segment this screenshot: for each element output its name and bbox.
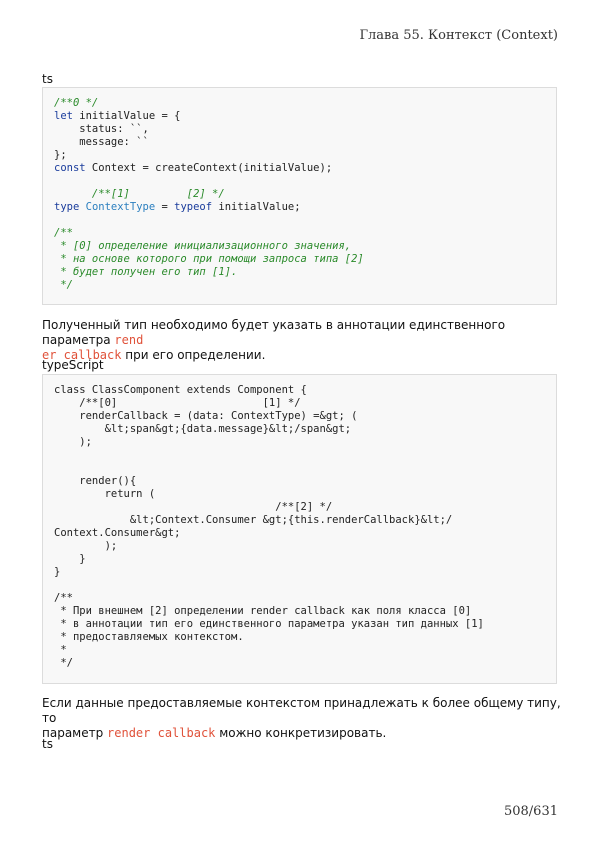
code-language-label-ts: ts <box>42 72 53 86</box>
code-block-class-component <box>42 374 557 684</box>
code-line: Context.Consumer&gt; <box>54 527 181 539</box>
code-line: * в аннотации тип его единственного параметра указан тип данных [1] <box>54 618 484 630</box>
code-line: * будет получен его тип [1]. <box>54 266 238 278</box>
code-line: let initialValue = { <box>54 110 181 122</box>
code-line <box>54 214 545 227</box>
code-line: class ClassComponent extends Component { <box>54 384 307 396</box>
code-line: * <box>54 644 67 656</box>
code-line: renderCallback = (data: ContextType) =&gt; ( <box>54 410 358 422</box>
code-line: */ <box>54 657 73 669</box>
code-line: * предоставляемых контекстом. <box>54 631 244 643</box>
code-line: /**[1] [2] */ <box>54 188 225 200</box>
code-line: /**[0] [1] */ <box>54 397 301 409</box>
code-line: * [0] определение инициализационного значения, <box>54 240 352 252</box>
page-number: 508/631 <box>503 804 558 819</box>
inline-code-render-callback: render callback <box>107 726 216 740</box>
code-line: /** <box>54 592 73 604</box>
paragraph-annotation: Полученный тип необходимо будет указать в аннотации единственного параметра rend er callback при его определении. <box>42 318 506 362</box>
code-block-context <box>42 87 557 305</box>
code-line: type ContextType = typeof initialValue; <box>54 201 301 213</box>
code-line: ); <box>54 436 92 448</box>
code-line: */ <box>54 279 73 291</box>
code-line: render(){ <box>54 475 137 487</box>
code-line: /**0 */ <box>54 97 99 109</box>
code-line: * При внешнем [2] определении render callback как поля класса [0] <box>54 605 472 617</box>
code-line: /**[2] */ <box>54 501 333 513</box>
code-line: /** <box>54 227 73 239</box>
code-line: * на основе которого при помощи запроса типа [2] <box>54 253 364 265</box>
inline-code-render-callback: rend <box>114 333 144 347</box>
inline-code-render-callback: er callback <box>42 348 122 362</box>
code-line: ); <box>54 540 118 552</box>
code-line <box>54 175 545 188</box>
code-line: &lt;Context.Consumer &gt;{this.renderCallback}&lt;/ <box>54 514 453 526</box>
paragraph-concretize: Если данные предоставляемые контекстом принадлежать к более общему типу, то параметр render callback можно конкретизировать. <box>42 696 561 740</box>
code-language-label-ts: ts <box>42 737 53 751</box>
code-language-label-typescript: typeScript <box>42 358 104 372</box>
code-line: } <box>54 553 86 565</box>
code-line: const Context = createContext(initialValue); <box>54 162 333 174</box>
code-line: }; <box>54 149 67 161</box>
chapter-header: Глава 55. Контекст (Context) <box>359 28 558 43</box>
code-line <box>54 449 545 462</box>
code-line: return ( <box>54 488 156 500</box>
code-line <box>54 462 545 475</box>
code-line: status: ``, <box>54 123 149 135</box>
code-line: &lt;span&gt;{data.message}&lt;/span&gt; <box>54 423 352 435</box>
code-line: } <box>54 566 61 578</box>
code-line <box>54 579 545 592</box>
code-line: message: `` <box>54 136 149 148</box>
